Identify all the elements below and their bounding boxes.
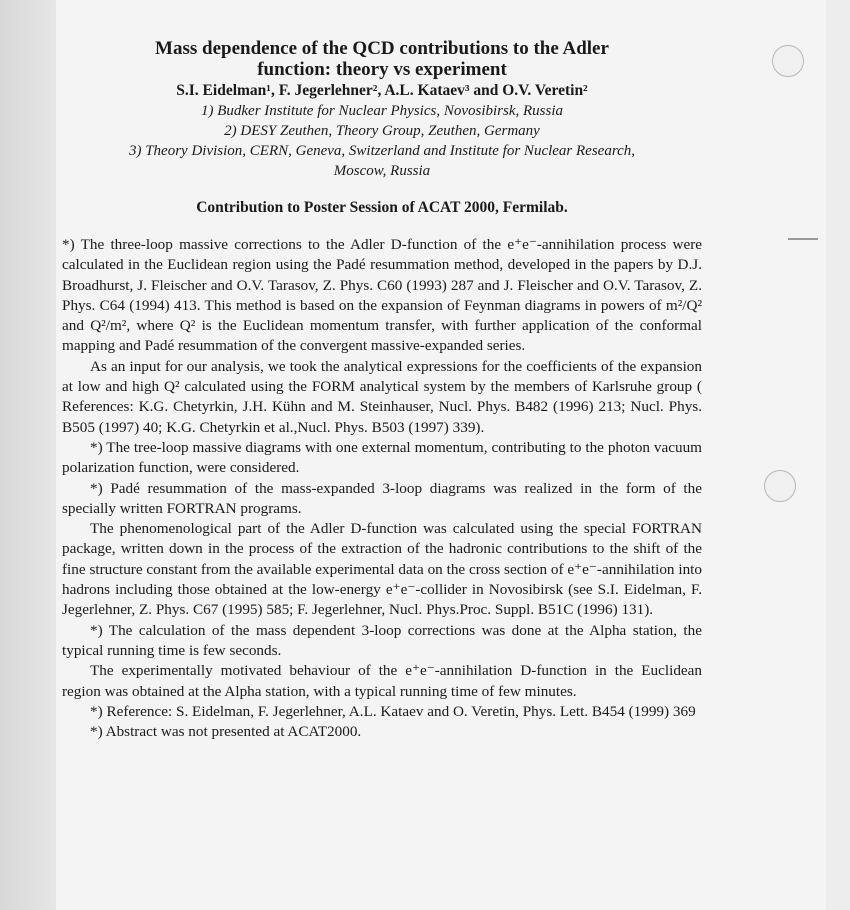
paragraph-9: *) Abstract was not presented at ACAT2000.	[90, 723, 362, 741]
punch-hole-middle	[764, 470, 796, 502]
paragraph-8: *) Reference: S. Eidelman, F. Jegerlehner, A.L. Kataev and O. Veretin, Phys. Lett. B454 (1999) 369	[90, 702, 696, 720]
paragraph-2: As an input for our analysis, we took the analytical expressions for the coefficients of the expansion at low and high Q² calculated using the FORM analytical system by the members of Karlsruhe group ( References: K.G. Chetyrkin, J.H. Kühn and M. Steinhauser, Nucl. Phys. B482 (1996) 213; Nucl. Phys. B505 (1997) 40; K.G. Chetyrkin et al.,Nucl. Phys. B503 (1997) 339).	[62, 357, 702, 436]
document-content	[62, 38, 702, 742]
affiliation-2: 2) DESY Zeuthen, Theory Group, Zeuthen, Germany	[224, 123, 540, 139]
paragraph-5: The phenomenological part of the Adler D-function was calculated using the special FORTRAN package, written down in the process of the extraction of the hadronic contributions to the shift of the fine structure constant from the available experimental data on the cross section of e⁺e⁻-annihilation into hadrons including those obtained at the low-energy e⁺e⁻-collider in Novosibirsk (see S.I. Eidelman, F. Jegerlehner, Z. Phys. C67 (1995) 585; F. Jegerlehner, Nucl. Phys.Proc. Suppl. B51C (1996) 131).	[62, 520, 702, 619]
paper-title	[62, 38, 702, 80]
paragraph-1: *) The three-loop massive corrections to the Adler D-function of the e⁺e⁻-annihilation process were calculated in the Euclidean region using the Padé resummation method, developed in the papers by D.J. Broadhurst, J. Fleischer and O.V. Tarasov, Z. Phys. C60 (1993) 287 and J. Fleischer and O.V. Tarasov, Z. Phys. C64 (1994) 413. This method is based on the expansion of Feynman diagrams in powers of m²/Q² and Q²/m², where Q² is the Euclidean momentum transfer, with further application of the conformal mapping and Padé resummation of the convergent massive-expanded series.	[62, 236, 702, 355]
abstract-body	[62, 235, 702, 742]
affiliation-1: 1) Budker Institute for Nuclear Physics, Novosibirsk, Russia	[200, 103, 564, 119]
paragraph-7: The experimentally motivated behaviour of the e⁺e⁻-annihilation D-function in the Euclidean region was obtained at the Alpha station, with a typical running time of few minutes.	[62, 662, 702, 700]
scanner-margin-right	[826, 0, 850, 910]
affiliation-3: 3) Theory Division, CERN, Geneva, Switzerland and Institute for Nuclear Research,	[128, 143, 636, 159]
title-line-2: function: theory vs experiment	[257, 59, 507, 80]
affiliation-3-cont: Moscow, Russia	[333, 163, 431, 179]
scanner-margin-left	[0, 0, 56, 910]
paragraph-6: *) The calculation of the mass dependent 3-loop corrections was done at the Alpha station, the typical running time is few seconds.	[62, 621, 702, 659]
title-line-1: Mass dependence of the QCD contributions to the Adler	[155, 38, 609, 59]
punch-hole-top	[772, 45, 804, 77]
paragraph-4: *) Padé resummation of the mass-expanded 3-loop diagrams was realized in the form of the specially written FORTRAN programs.	[62, 479, 702, 517]
author-list: S.I. Eidelman¹, F. Jegerlehner², A.L. Kataev³ and O.V. Veretin²	[176, 82, 588, 99]
paragraph-3: *) The tree-loop massive diagrams with one external momentum, contributing to the photon vacuum polarization function, were considered.	[62, 438, 702, 477]
contribution-note: Contribution to Poster Session of ACAT 2000, Fermilab.	[196, 199, 568, 216]
pen-mark	[788, 238, 818, 240]
